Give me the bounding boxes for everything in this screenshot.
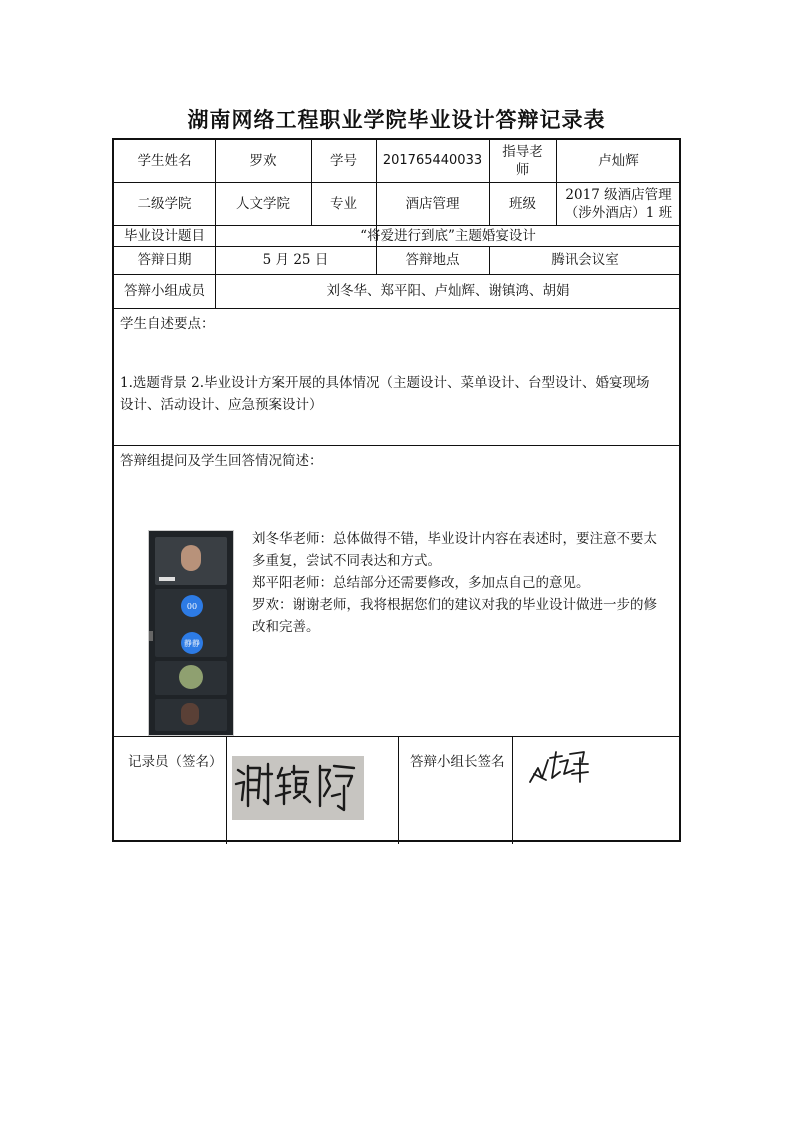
class-value xyxy=(556,182,681,225)
qa-line4: 罗欢：谢谢老师，我将根据您们的建议对我的毕业设计做进一步的修 xyxy=(252,597,657,613)
class-label: 班级 xyxy=(509,195,536,212)
self-statement-line1: 1.选题背景 2.毕业设计方案开展的具体情况（主题设计、菜单设计、台型设计、婚宴现场 xyxy=(120,375,650,391)
date-label: 答辩日期 xyxy=(137,252,192,268)
qa-line5: 改和完善。 xyxy=(252,619,320,635)
self-statement-line2: 设计、活动设计、应急预案设计） xyxy=(120,397,323,413)
college-value: 人文学院 xyxy=(236,195,290,212)
advisor-label xyxy=(489,140,556,182)
class-line2: （涉外酒店）1 班 xyxy=(564,204,673,221)
leader-signature xyxy=(526,744,596,792)
participant-bubble-1: 00 xyxy=(181,595,203,617)
video-tile-1 xyxy=(155,537,227,585)
video-tile-4 xyxy=(155,661,227,695)
members-label: 答辩小组成员 xyxy=(124,283,205,299)
qa-line3: 郑平阳老师：总结部分还需要修改，多加点自己的意见。 xyxy=(252,575,590,591)
advisor-label-line2: 师 xyxy=(515,162,530,178)
recorder-signature xyxy=(232,756,364,820)
topic-value: “将爱进行到底”主题婚宴设计 xyxy=(360,227,536,244)
location-value: 腾讯会议室 xyxy=(551,252,619,268)
defense-record-form xyxy=(112,138,681,842)
leader-label: 答辩小组长签名 xyxy=(410,754,505,770)
video-tile-5 xyxy=(155,699,227,731)
video-tile-3 xyxy=(155,629,227,657)
qa-line2: 多重复，尝试不同表达和方式。 xyxy=(252,553,441,569)
student-id-value: 201765440033 xyxy=(382,153,483,168)
document-title: 湖南网络工程职业学院毕业设计答辩记录表 xyxy=(187,108,606,132)
advisor-label-line1: 指导老 xyxy=(502,144,543,160)
self-statement-text xyxy=(120,372,676,416)
qa-text xyxy=(252,528,678,638)
topic-label: 毕业设计题目 xyxy=(124,227,205,244)
class-line1: 2017 级酒店管理 xyxy=(565,186,672,203)
college-label: 二级学院 xyxy=(137,195,192,212)
recorder-label: 记录员（签名） xyxy=(128,754,223,770)
major-value: 酒店管理 xyxy=(405,195,460,212)
members-value: 刘冬华、郑平阳、卢灿辉、谢镇鸿、胡娟 xyxy=(326,283,570,299)
video-tile-2 xyxy=(155,589,227,633)
participant-bubble-2: 静静 xyxy=(181,632,203,654)
qa-line1: 刘冬华老师：总体做得不错，毕业设计内容在表述时，要注意不要太 xyxy=(252,531,657,547)
advisor-value: 卢灿辉 xyxy=(598,153,639,169)
meeting-screenshot xyxy=(148,530,234,736)
self-statement-label: 学生自述要点： xyxy=(120,316,215,332)
major-label: 专业 xyxy=(330,195,357,212)
location-label: 答辩地点 xyxy=(405,252,460,268)
student-id-label: 学号 xyxy=(330,153,357,169)
qa-label: 答辩组提问及学生回答情况简述： xyxy=(120,453,323,469)
student-name-value: 罗欢 xyxy=(249,153,277,169)
student-name-label: 学生姓名 xyxy=(137,153,192,169)
date-value: 5 月 25 日 xyxy=(262,252,329,268)
